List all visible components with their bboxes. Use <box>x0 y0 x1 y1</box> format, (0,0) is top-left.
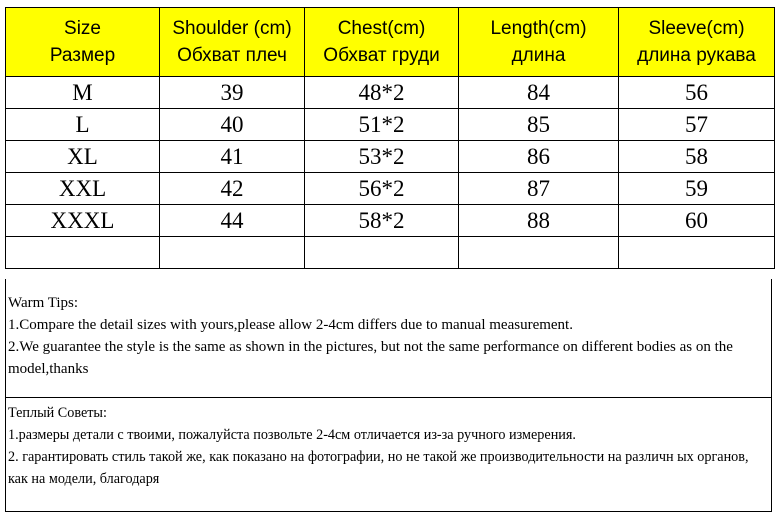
shoulder-cell: 39 <box>160 77 305 109</box>
header-ru: длина <box>511 45 566 66</box>
table-row <box>6 109 775 141</box>
header-cell-shoulder <box>160 8 305 77</box>
size-cell: L <box>6 109 160 141</box>
table-row <box>6 173 775 205</box>
table-row <box>6 205 775 237</box>
empty-cell <box>619 237 775 269</box>
chest-cell: 56*2 <box>305 173 459 205</box>
empty-cell <box>305 237 459 269</box>
shoulder-cell: 42 <box>160 173 305 205</box>
header-ru: Обхват плеч <box>177 45 287 66</box>
header-cell-chest <box>305 8 459 77</box>
chest-cell: 48*2 <box>305 77 459 109</box>
size-table <box>5 7 775 269</box>
header-cell-size <box>6 8 160 77</box>
chest-cell: 51*2 <box>305 109 459 141</box>
length-cell: 86 <box>459 141 619 173</box>
header-ru: Обхват груди <box>323 45 440 66</box>
tips-line: 2. гарантировать стиль такой же, как показано на фотографии, но не такой же производительности на различн ых органов, как на модели, благодаря <box>8 449 749 487</box>
tips-line: 1.Compare the detail sizes with yours,please allow 2-4cm differs due to manual measurement. <box>8 317 573 333</box>
header-en: Chest(cm) <box>337 18 426 39</box>
empty-cell <box>160 237 305 269</box>
chest-cell: 53*2 <box>305 141 459 173</box>
table-row <box>6 141 775 173</box>
sleeve-cell: 60 <box>619 205 775 237</box>
size-cell: XXXL <box>6 205 160 237</box>
size-cell: XXL <box>6 173 160 205</box>
warm-tips-russian <box>5 398 772 512</box>
shoulder-cell: 41 <box>160 141 305 173</box>
shoulder-cell: 44 <box>160 205 305 237</box>
length-cell: 85 <box>459 109 619 141</box>
shoulder-cell: 40 <box>160 109 305 141</box>
header-cell-length <box>459 8 619 77</box>
tips-title: Теплый Советы: <box>8 405 107 421</box>
size-cell: M <box>6 77 160 109</box>
size-cell: XL <box>6 141 160 173</box>
tips-line: 1.размеры детали с твоими, пожалуйста позвольте 2-4см отличается из-за ручного измерения. <box>8 427 576 443</box>
sleeve-cell: 57 <box>619 109 775 141</box>
table-row-empty <box>6 237 775 269</box>
tips-title: Warm Tips: <box>8 295 79 311</box>
warm-tips-english <box>5 279 772 398</box>
sleeve-cell: 58 <box>619 141 775 173</box>
length-cell: 87 <box>459 173 619 205</box>
table-header-row <box>6 8 775 77</box>
header-en: Length(cm) <box>490 18 587 39</box>
tips-line: 2.We guarantee the style is the same as shown in the pictures, but not the same performance on different bodies as on the model,thanks <box>8 339 733 377</box>
header-ru: Размер <box>49 45 116 66</box>
length-cell: 84 <box>459 77 619 109</box>
empty-cell <box>6 237 160 269</box>
header-cell-sleeve <box>619 8 775 77</box>
header-ru: длина рукава <box>637 45 756 66</box>
header-en: Sleeve(cm) <box>648 18 745 39</box>
sleeve-cell: 56 <box>619 77 775 109</box>
empty-cell <box>459 237 619 269</box>
table-row <box>6 77 775 109</box>
header-en: Size <box>64 18 101 39</box>
header-en: Shoulder (cm) <box>172 18 292 39</box>
chest-cell: 58*2 <box>305 205 459 237</box>
length-cell: 88 <box>459 205 619 237</box>
sleeve-cell: 59 <box>619 173 775 205</box>
